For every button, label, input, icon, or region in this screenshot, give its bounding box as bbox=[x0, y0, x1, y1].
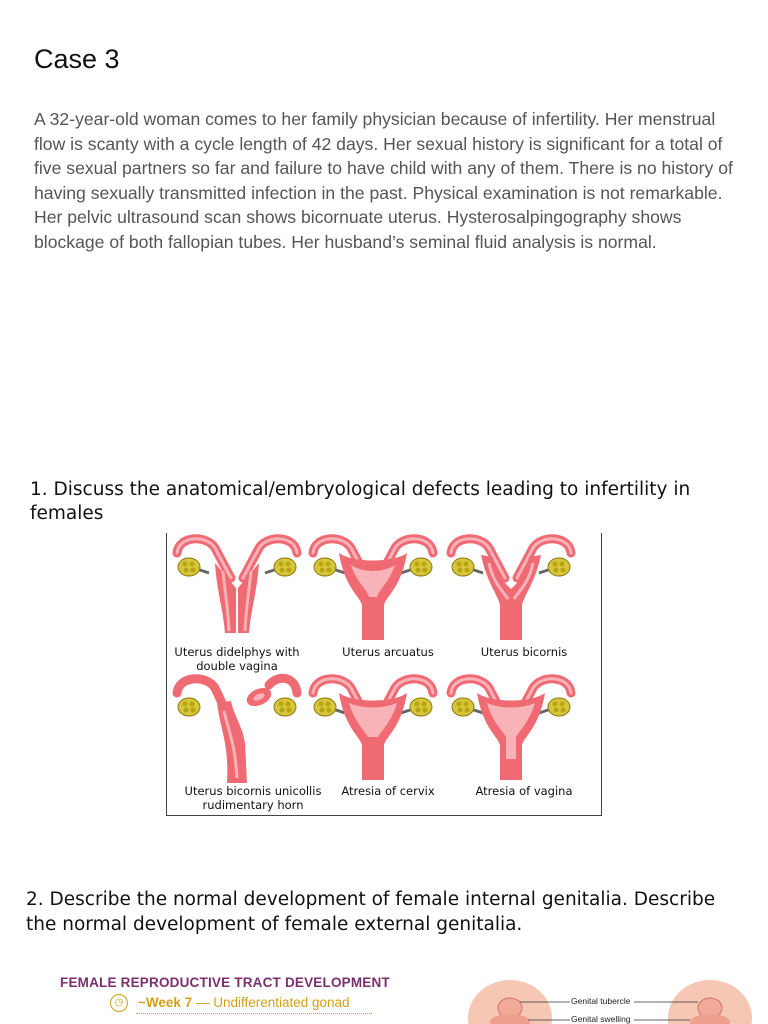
caption-uterus-bicornis-unicollis: Uterus bicornis unicollis rudimentary horn bbox=[184, 784, 322, 812]
atresia-of-vagina-illustration bbox=[451, 679, 571, 780]
week-label bbox=[138, 995, 350, 1010]
caption-atresia-of-vagina: Atresia of vagina bbox=[475, 784, 573, 798]
case-description: A 32-year-old woman comes to her family physician because of infertility. Her menstrual flow is scanty with a cycle length of 42 days. Her sexual history is significant for a total of five sexual partners so far and failure to have child with any of them. There is no history of having sexually transmitted infection in the past. Physical examination is not remarkable. Her pelvic ultrasound scan shows bicornuate uterus. Hysterosalpingography shows blockage of both fallopian tubes. Her husband’s seminal fluid analysis is normal. bbox=[34, 109, 733, 252]
uterus-didelphys-illustration bbox=[177, 539, 297, 633]
uterine-anomalies-figure bbox=[166, 533, 602, 816]
week-number: ~Week 7 bbox=[138, 995, 193, 1010]
uterus-bicornis-unicollis-illustration bbox=[177, 678, 297, 783]
label-genital-tubercle: Genital tubercle bbox=[571, 996, 631, 1006]
week-description: Undifferentiated gonad bbox=[213, 995, 350, 1010]
reproductive-development-title: FEMALE REPRODUCTIVE TRACT DEVELOPMENT bbox=[60, 975, 390, 990]
week-underline bbox=[136, 1013, 372, 1014]
uterus-bicornis-illustration bbox=[451, 539, 571, 640]
atresia-of-cervix-illustration bbox=[313, 679, 433, 780]
uterine-anomalies-diagram bbox=[167, 533, 603, 816]
external-genitalia-figure bbox=[462, 978, 752, 1024]
question-2: 2. Describe the normal development of female internal genitalia. Describe the normal development of female external genitalia. bbox=[26, 889, 716, 935]
caption-uterus-didelphys: Uterus didelphys with double vagina bbox=[174, 645, 300, 673]
uterus-arcuatus-illustration bbox=[313, 539, 433, 640]
caption-uterus-arcuatus: Uterus arcuatus bbox=[342, 645, 434, 659]
caption-uterus-bicornis: Uterus bicornis bbox=[480, 645, 568, 659]
week-separator: — bbox=[195, 995, 214, 1010]
question-1: 1. Discuss the anatomical/embryological defects leading to infertility in females bbox=[30, 479, 691, 524]
clock-icon: ◷ bbox=[110, 994, 128, 1012]
case-title: Case 3 bbox=[34, 44, 120, 74]
caption-atresia-of-cervix: Atresia of cervix bbox=[341, 784, 435, 798]
label-genital-swelling: Genital swelling bbox=[571, 1014, 631, 1024]
